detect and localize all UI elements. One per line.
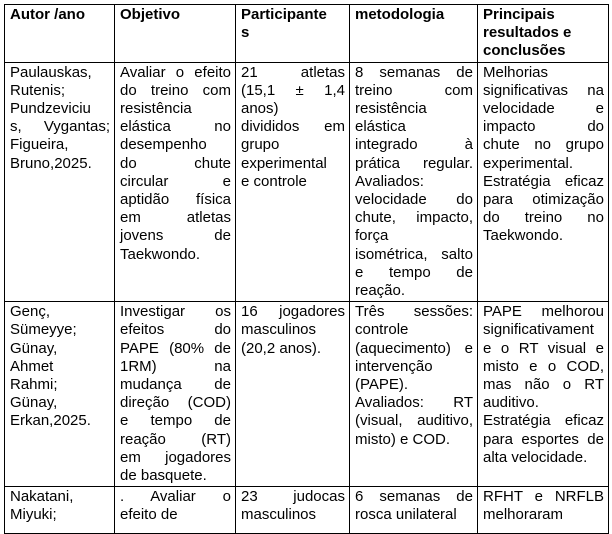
header-participantes (236, 5, 350, 63)
cell-line: Avaliados: (355, 172, 424, 190)
cell-line: e tempo de (120, 412, 231, 430)
cell-line: significativament (483, 321, 594, 339)
cell-metodologia (350, 302, 478, 487)
cell-line: Genç, (10, 303, 51, 321)
cell-line: Erkan,2025. (10, 412, 91, 430)
cell-line: impacto do (483, 118, 604, 136)
cell-line: intervenção (355, 357, 433, 375)
cell-line: s, Vygantas; (10, 118, 110, 136)
cell-line: 16 jogadores (241, 303, 345, 321)
cell-line: reação. (355, 282, 406, 300)
cell-line: Melhorias (483, 63, 549, 81)
cell-line: misto) e COD. (355, 430, 451, 448)
cell-line: (15,1 ± 1,4 (241, 81, 345, 99)
cell-line: força (355, 227, 389, 245)
cell-line: isométrica, salto (355, 245, 473, 263)
cell-line: Miyuki; (10, 506, 57, 524)
cell-line: Avaliados: RT (355, 394, 473, 412)
cell-line: Figueira, (10, 136, 69, 154)
cell-line: Estratégia eficaz (483, 172, 604, 190)
cell-line: Paulauskas, (10, 63, 92, 81)
cell-line: do treino no (483, 209, 604, 227)
cell-participantes (236, 62, 350, 302)
cell-line: Investigar os (120, 303, 231, 321)
cell-line: em jogadores (120, 448, 231, 466)
cell-line: Estratégia eficaz (483, 412, 604, 430)
cell-line: Nakatani, (10, 488, 74, 506)
cell-line: e o RT visual e (483, 339, 604, 357)
table-row (5, 302, 609, 487)
cell-objetivo (115, 62, 236, 302)
cell-line: 6 semanas de (355, 488, 473, 506)
cell-line: aptidão física (120, 191, 231, 209)
cell-resultados (478, 487, 609, 534)
cell-line: masculinos (241, 506, 317, 524)
cell-line: do treino com (120, 81, 231, 99)
cell-line: para otimização (483, 191, 604, 209)
cell-participantes (236, 302, 350, 487)
cell-line: significativas na (483, 81, 604, 99)
cell-line: Três sessões: (355, 303, 473, 321)
table-row (5, 62, 609, 302)
cell-line: rosca unilateral (355, 506, 457, 524)
cell-line: e controle (241, 172, 307, 190)
cell-autor (5, 487, 115, 534)
cell-line: chute no grupo (483, 136, 604, 154)
cell-line: (visual, auditivo, (355, 412, 473, 430)
cell-autor (5, 62, 115, 302)
cell-line: desempenho (120, 136, 207, 154)
cell-line: resistência (120, 100, 192, 118)
header-objetivo (115, 5, 236, 63)
cell-line: integrado à (355, 136, 473, 154)
cell-line: s (241, 24, 250, 42)
cell-line: Pundzeviciu (10, 100, 91, 118)
cell-line: de basquete. (120, 467, 207, 485)
cell-line: experimental (241, 154, 327, 172)
cell-line: Günay, (10, 394, 58, 412)
table-row (5, 487, 609, 534)
cell-line: 21 atletas (241, 63, 345, 81)
cell-line: treino com (355, 81, 473, 99)
cell-line: resultados e (483, 24, 572, 42)
cell-line: Autor /ano (10, 6, 85, 23)
cell-line: PAPE melhorou (483, 303, 604, 321)
cell-line: em atletas (120, 209, 231, 227)
cell-line: 1RM) na (120, 357, 231, 375)
header-row (5, 5, 609, 63)
cell-objetivo (115, 487, 236, 534)
cell-line: chute, impacto, (355, 209, 473, 227)
cell-line: alta velocidade. (483, 448, 588, 466)
header-metodologia (350, 5, 478, 63)
cell-line: e tempo de (355, 263, 473, 281)
cell-line: melhoraram (483, 506, 564, 524)
cell-line: Ahmet (10, 357, 54, 375)
cell-objetivo (115, 302, 236, 487)
cell-line: direção (COD) (120, 394, 231, 412)
cell-line: Rahmi; (10, 376, 58, 394)
cell-line: reação (RT) (120, 430, 231, 448)
cell-line: mas não o RT (483, 376, 604, 394)
cell-line: RFHT e NRFLB (483, 488, 604, 506)
cell-line: prática regular. (355, 154, 473, 172)
cell-line: Avaliar o efeito (120, 63, 231, 81)
cell-line: grupo (241, 136, 280, 154)
cell-line: PAPE (80% de (120, 339, 231, 357)
literature-table (4, 4, 609, 534)
cell-line: misto e o COD, (483, 357, 604, 375)
cell-line: efeito de (120, 506, 178, 524)
cell-line: elástica no (120, 118, 231, 136)
cell-line: velocidade e (483, 100, 604, 118)
cell-line: para esportes de (483, 430, 604, 448)
cell-metodologia (350, 487, 478, 534)
cell-line: controle (355, 321, 409, 339)
cell-resultados (478, 302, 609, 487)
cell-line: (20,2 anos). (241, 339, 322, 357)
cell-line: resistência (355, 100, 427, 118)
cell-line: (aquecimento) e (355, 339, 473, 357)
cell-line: divididos em (241, 118, 345, 136)
header-principais-resultados (478, 5, 609, 63)
cell-line: (PAPE). (355, 376, 409, 394)
cell-line: velocidade do (355, 191, 473, 209)
cell-line: conclusões (483, 42, 566, 60)
cell-participantes (236, 487, 350, 534)
cell-line: 8 semanas de (355, 63, 473, 81)
cell-line: circular e (120, 172, 231, 190)
cell-line: Participante (241, 6, 327, 23)
cell-line: Taekwondo. (120, 245, 201, 263)
cell-line: Bruno,2025. (10, 154, 92, 172)
cell-autor (5, 302, 115, 487)
cell-line: efeitos do (120, 321, 231, 339)
cell-line: . Avaliar o (120, 488, 231, 506)
cell-line: experimental. (483, 154, 574, 172)
cell-line: elástica (355, 118, 406, 136)
cell-line: metodologia (355, 6, 445, 23)
cell-resultados (478, 62, 609, 302)
cell-line: 23 judocas (241, 488, 345, 506)
cell-metodologia (350, 62, 478, 302)
cell-line: masculinos (241, 321, 317, 339)
cell-line: anos) (241, 100, 279, 118)
cell-line: Sümeyye; (10, 321, 77, 339)
cell-line: do chute (120, 154, 231, 172)
cell-line: Rutenis; (10, 81, 66, 99)
cell-line: Günay, (10, 339, 58, 357)
cell-line: auditivo. (483, 394, 539, 412)
header-autor-ano (5, 5, 115, 63)
cell-line: Principais (483, 6, 555, 23)
cell-line: Taekwondo. (483, 227, 564, 245)
cell-line: mudança de (120, 376, 231, 394)
cell-line: Objetivo (120, 6, 181, 23)
cell-line: jovens de (120, 227, 231, 245)
